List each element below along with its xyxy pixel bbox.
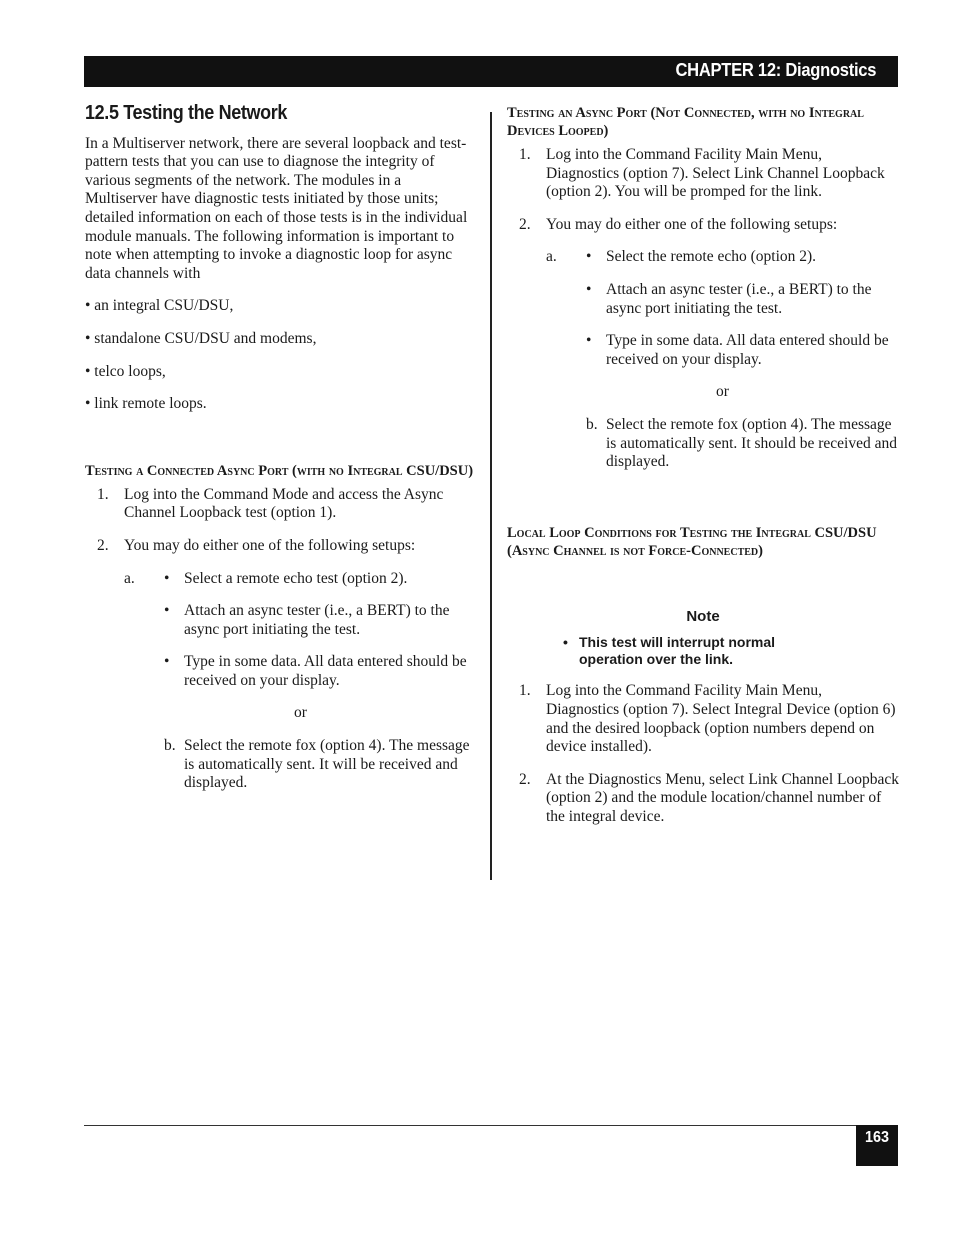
bullet-dot: • <box>586 332 592 350</box>
step-text: Log into the Command Mode and access the Async Channel Loopback test (option 1). <box>124 485 444 522</box>
bullet-dot: • <box>586 280 592 298</box>
step-text: You may do either one of the following setups: <box>546 215 838 233</box>
option-label: a. <box>546 248 557 266</box>
subhead-connected-async: Testing a Connected Async Port (with no Integral CSU/DSU) <box>85 462 474 479</box>
step-number: 2. <box>519 215 531 233</box>
bullet-dot: • <box>164 653 170 671</box>
option-a-item <box>586 248 899 267</box>
option-a <box>546 248 899 267</box>
option-label: b. <box>586 415 598 433</box>
footer-rule <box>84 1125 898 1126</box>
step-2 <box>85 537 477 793</box>
option-b-text: Select the remote fox (option 4). The message is automatically sent. It will be received and displayed. <box>184 737 470 792</box>
subhead-async-not-connected: Testing an Async Port (Not Connected, with no Integral Devices Looped) <box>507 105 864 139</box>
option-label: b. <box>164 737 176 755</box>
bullet-dot: • <box>563 634 568 651</box>
option-a-text: Select the remote echo (option 2). <box>606 248 817 266</box>
note-text: This test will interrupt normal operation over the link. <box>579 634 776 668</box>
step-text: At the Diagnostics Menu, select Link Channel Loopback (option 2) and the module location/channel number of the integral device. <box>546 770 899 825</box>
bullet-standalone-csu: • standalone CSU/DSU and modems, <box>85 329 317 347</box>
intro-paragraph: In a Multiserver network, there are several loopback and test-pattern tests that you can use to diagnose the integrity of various segments of the network. The modules in a Multiserver have diagnostic tests initiated by those units; detailed information on each of those tests is in the individual module manuals. The following information is important to note when attempting to invoke a diagnostic loop for async data channels with <box>85 134 468 282</box>
option-a-item <box>586 281 899 318</box>
step-1 <box>85 486 477 523</box>
step-number: 1. <box>97 485 109 503</box>
option-a-item <box>586 332 899 369</box>
bullet-dot: • <box>164 569 170 587</box>
option-a-text: Attach an async tester (i.e., a BERT) to the async port initiating the test. <box>606 280 872 317</box>
step-text: Log into the Command Facility Main Menu, Diagnostics (option 7). Select Integral Device (option 6) and the desired loopback (option numbers depend on device installed). <box>546 682 896 756</box>
option-a-item <box>164 653 477 690</box>
note-title: Note <box>686 607 720 625</box>
step-1 <box>507 682 899 756</box>
option-b-text: Select the remote fox (option 4). The message is automatically sent. It should be received and displayed. <box>606 415 897 471</box>
option-a-text: Attach an async tester (i.e., a BERT) to the async port initiating the test. <box>184 602 450 638</box>
option-b <box>586 416 899 472</box>
option-label: a. <box>124 569 135 587</box>
option-a <box>124 570 477 589</box>
step-text: You may do either one of the following setups: <box>124 536 416 554</box>
step-number: 1. <box>519 146 531 163</box>
bullet-dot: • <box>586 248 592 266</box>
chapter-header-bar <box>84 56 898 87</box>
option-a-text: Type in some data. All data entered should be received on your display. <box>606 332 889 368</box>
step-number: 1. <box>519 682 531 700</box>
subhead-local-loop: Local Loop Conditions for Testing the Integral CSU/DSU <box>507 524 877 541</box>
step-text: Log into the Command Facility Main Menu, Diagnostics (option 7). Select Link Channel Loopback (option 2). You will be promped for the link. <box>546 146 885 201</box>
or-separator: or <box>294 704 307 722</box>
note-item <box>563 634 819 668</box>
option-a-text: Select a remote echo test (option 2). <box>184 569 408 587</box>
bullet-link-remote: • link remote loops. <box>85 395 207 413</box>
step-1 <box>507 146 899 202</box>
column-divider <box>490 112 492 880</box>
step-number: 2. <box>97 536 109 554</box>
step-2 <box>507 216 899 472</box>
or-separator: or <box>716 383 729 401</box>
right-column <box>507 104 899 840</box>
option-a-text: Type in some data. All data entered should be received on your display. <box>184 653 467 689</box>
section-title: 12.5 Testing the Network <box>85 102 288 124</box>
page-number-box <box>856 1125 898 1166</box>
option-a-item <box>164 602 477 639</box>
step-number: 2. <box>519 770 531 788</box>
bullet-dot: • <box>164 602 170 620</box>
page-number: 163 <box>864 1129 890 1146</box>
bullet-telco-loops: • telco loops, <box>85 362 166 380</box>
option-a-item <box>164 570 477 589</box>
option-b <box>164 737 477 793</box>
subhead-local-loop-sub: (Async Channel is not Force-Connected) <box>507 542 763 559</box>
bullet-integral-csu: • an integral CSU/DSU, <box>85 297 234 315</box>
left-column <box>85 104 477 807</box>
step-2 <box>507 771 899 827</box>
chapter-title: CHAPTER 12: Diagnostics <box>675 60 876 80</box>
